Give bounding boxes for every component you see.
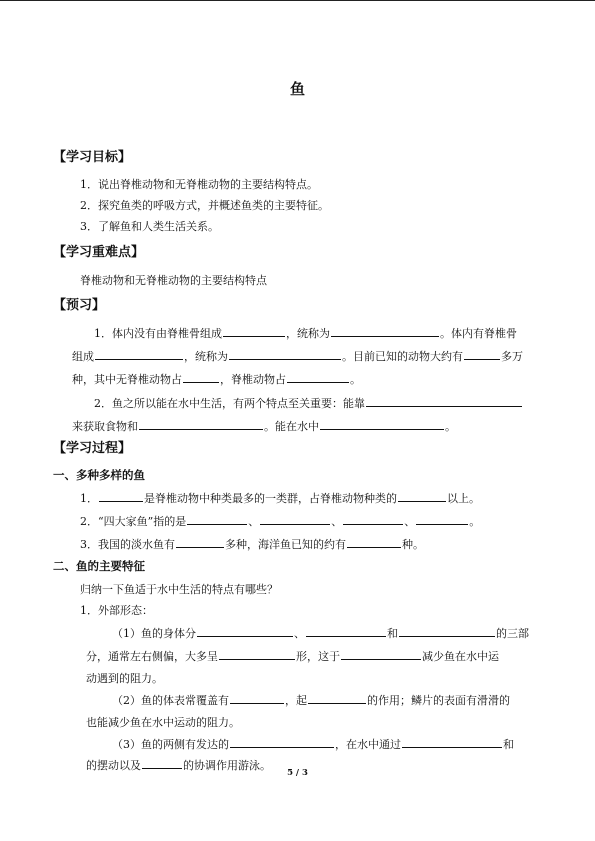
fill-blank[interactable] — [197, 625, 293, 637]
question-text: 是脊椎动物中种类最多的一类群，占脊椎动物种类的 — [144, 492, 397, 505]
goal-item-1: 1．说出脊椎动物和无脊椎动物的主要结构特点。 — [80, 178, 318, 191]
fill-blank[interactable] — [260, 513, 330, 525]
section-preview-heading: 【预习】 — [53, 298, 106, 313]
section-key-points-heading: 【学习重难点】 — [53, 245, 145, 260]
part2-sub2-line1 — [112, 692, 510, 708]
question-text: 分，通常左右侧偏，大多呈 — [86, 650, 218, 663]
question-text: 2．“四大家鱼”指的是 — [80, 515, 187, 528]
question-text: （1）鱼的身体分 — [112, 627, 196, 640]
part2-sub1-line1 — [112, 625, 529, 641]
preview-line-4 — [94, 395, 523, 411]
question-text: 3．我国的淡水鱼有 — [80, 538, 175, 551]
fill-blank[interactable] — [320, 418, 444, 430]
part1-q2 — [80, 513, 480, 529]
fill-blank[interactable] — [230, 692, 284, 704]
part2-sub1-line3: 动遇到的阻力。 — [86, 672, 163, 685]
part2-item-1: 1．外部形态： — [80, 604, 153, 617]
question-text: 形，这于 — [296, 650, 340, 663]
part1-q1 — [80, 490, 480, 506]
fill-blank[interactable] — [176, 536, 224, 548]
question-text: 的作用；鳞片的表面有滑滑的 — [367, 694, 510, 707]
preview-text: ，统称为 — [184, 350, 228, 363]
question-text: ，起 — [285, 694, 307, 707]
fill-blank[interactable] — [464, 348, 500, 360]
question-text: 多种，海洋鱼已知的约有 — [225, 538, 346, 551]
fill-blank[interactable] — [341, 648, 421, 660]
fill-blank[interactable] — [230, 736, 334, 748]
fill-blank[interactable] — [347, 536, 401, 548]
question-text: 。 — [469, 515, 481, 528]
section-goals-heading: 【学习目标】 — [53, 150, 132, 165]
preview-text: 种，其中无脊椎动物占 — [72, 373, 182, 386]
question-text: 减少鱼在水中运 — [422, 650, 499, 663]
fill-blank[interactable] — [331, 325, 439, 337]
preview-line-1 — [94, 325, 517, 341]
preview-text: 。能在水中 — [264, 420, 319, 433]
top-rule — [0, 0, 595, 1]
fill-blank[interactable] — [229, 348, 341, 360]
fill-blank[interactable] — [366, 395, 522, 407]
goal-item-2: 2．探究鱼类的呼吸方式，并概述鱼类的主要特征。 — [80, 199, 329, 212]
question-text: 的协调作用游泳。 — [183, 759, 271, 772]
question-text: 和 — [503, 738, 514, 751]
part2-sub3-line1 — [112, 736, 514, 752]
key-point-text: 脊椎动物和无脊椎动物的主要结构特点 — [80, 274, 267, 287]
fill-blank[interactable] — [139, 418, 263, 430]
preview-line-5 — [72, 418, 456, 434]
preview-text: 1．体内没有由脊椎骨组成 — [94, 327, 222, 340]
fill-blank[interactable] — [287, 371, 349, 383]
fill-blank[interactable] — [416, 513, 468, 525]
part2-sub1-line2 — [86, 648, 499, 664]
page-title: 鱼 — [289, 80, 305, 98]
section-process-heading: 【学习过程】 — [53, 441, 132, 456]
fill-blank[interactable] — [99, 490, 143, 502]
fill-blank[interactable] — [399, 625, 495, 637]
fill-blank[interactable] — [219, 648, 295, 660]
fill-blank[interactable] — [308, 692, 366, 704]
preview-text: 。体内有脊椎骨 — [440, 327, 517, 340]
question-text: 、 — [248, 515, 260, 528]
fill-blank[interactable] — [183, 371, 219, 383]
question-text: （3）鱼的两侧有发达的 — [112, 738, 229, 751]
preview-text: 。 — [445, 420, 456, 433]
question-text: 种。 — [402, 538, 424, 551]
part2-heading: 二、鱼的主要特征 — [53, 559, 145, 573]
fill-blank[interactable] — [95, 348, 183, 360]
fill-blank[interactable] — [343, 513, 403, 525]
question-text: 、 — [404, 515, 416, 528]
question-text: （2）鱼的体表常覆盖有 — [112, 694, 229, 707]
page-number: 5 / 3 — [287, 768, 308, 778]
question-text: 的三部 — [496, 627, 529, 640]
preview-line-2 — [72, 348, 523, 364]
question-text: 以上。 — [447, 492, 480, 505]
preview-line-3 — [72, 371, 361, 387]
question-text: 、 — [294, 627, 305, 640]
part2-intro: 归纳一下鱼适于水中生活的特点有哪些？ — [80, 583, 278, 596]
preview-text: 。 — [350, 373, 361, 386]
fill-blank[interactable] — [398, 490, 446, 502]
preview-text: 2．鱼之所以能在水中生活，有两个特点至关重要：能靠 — [94, 397, 365, 410]
preview-text: ，脊椎动物占 — [220, 373, 286, 386]
preview-text: ，统称为 — [286, 327, 330, 340]
question-text: ，在水中通过 — [335, 738, 401, 751]
question-text: 的摆动以及 — [86, 759, 141, 772]
question-text: 、 — [331, 515, 343, 528]
question-text: 和 — [387, 627, 398, 640]
fill-blank[interactable] — [306, 625, 386, 637]
preview-text: 。目前已知的动物大约有 — [342, 350, 463, 363]
fill-blank[interactable] — [402, 736, 502, 748]
preview-text: 来获取食物和 — [72, 420, 138, 433]
part2-sub2-line2: 也能减少鱼在水中运动的阻力。 — [86, 716, 240, 729]
goal-item-3: 3．了解鱼和人类生活关系。 — [80, 220, 219, 233]
question-text: 1． — [80, 492, 98, 505]
preview-text: 组成 — [72, 350, 94, 363]
fill-blank[interactable] — [223, 325, 285, 337]
part1-heading: 一、多种多样的鱼 — [53, 468, 145, 482]
part1-q3 — [80, 536, 424, 552]
fill-blank[interactable] — [187, 513, 247, 525]
preview-text: 多万 — [501, 350, 523, 363]
